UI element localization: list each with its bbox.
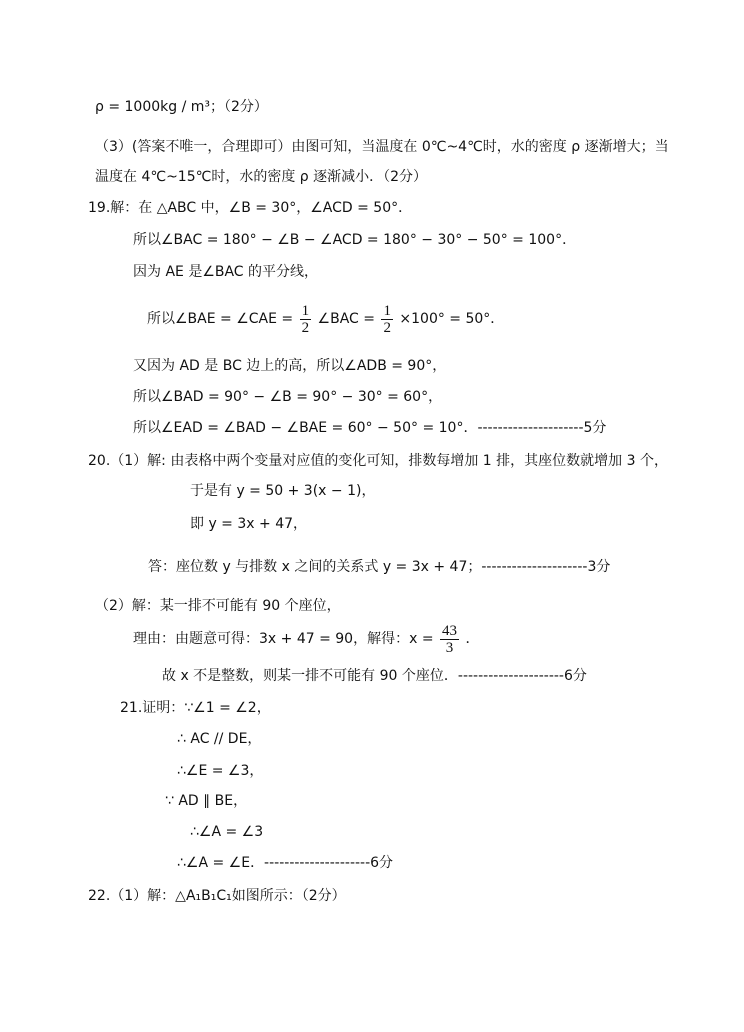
q21-header: 21.证明：∵∠1 = ∠2， [120,700,271,716]
q21-step-1: ∴ AC // DE， [177,731,262,747]
q19-step-ead: 所以∠EAD = ∠BAD − ∠BAE = 60° − 50° = 10°．---------------------5分 [133,420,607,436]
q19-step-bac: 所以∠BAC = 180° − ∠B − ∠ACD = 180° − 30° − 50° = 100°． [133,232,577,248]
density-result-line: ρ = 1000kg / m³；（2分） [95,99,268,115]
q19-step-adb: 又因为 AD 是 BC 边上的高，所以∠ADB = 90°， [133,358,447,374]
fraction-43-3 [440,623,459,656]
q20-equation-1: 于是有 y = 50 + 3(x − 1)， [190,483,376,499]
q20-equation-2: 即 y = 3x + 47， [190,516,308,532]
q20-part2-reason [133,622,479,658]
q21-step-4: ∴∠A = ∠3 [190,824,264,840]
q19-header: 19.解：在 △ABC 中，∠B = 30°，∠ACD = 50°． [88,200,413,216]
q19-bae-part2: ∠BAC = [317,311,375,327]
fraction-denominator: 2 [383,319,391,336]
fraction-numerator: 1 [383,302,391,319]
fraction-half-2 [381,303,393,336]
q21-step-2: ∴∠E = ∠3， [177,763,264,779]
q20-part1-answer: 答：座位数 y 与排数 x 之间的关系式 y = 3x + 47；---------------------3分 [148,559,611,575]
q19-step-bae [147,302,504,338]
fraction-denominator: 3 [445,639,454,656]
part3-answer-line1: （3）(答案不唯一，合理即可）由图可知，当温度在 0℃~4℃时，水的密度 ρ 逐渐增大；当 [95,139,669,155]
q21-step-5: ∴∠A = ∠E．---------------------6分 [177,855,394,871]
q19-step-bisector: 因为 AE 是∠BAC 的平分线， [133,264,319,280]
q19-bae-part3: ×100° = 50°． [399,311,505,327]
q20-reason-end: ． [465,631,480,647]
q19-bae-part1: 所以∠BAE = ∠CAE = [147,311,294,327]
q20-part2-header: （2）解：某一排不可能有 90 个座位， [95,598,341,614]
q20-part2-conclusion: 故 x 不是整数，则某一排不可能有 90 个座位．---------------------6分 [162,668,587,684]
fraction-numerator: 1 [301,302,310,319]
fraction-denominator: 2 [301,319,310,336]
fraction-half-1 [300,303,312,336]
q20-reason-text: 理由：由题意可得：3x + 47 = 90，解得：x = [133,631,434,647]
q20-part1-header: 20.（1）解: 由表格中两个变量对应值的变化可知，排数每增加 1 排，其座位数就增加 3 个， [88,453,668,469]
q22-part1-header: 22.（1）解：△A₁B₁C₁如图所示：（2分） [88,888,346,904]
fraction-numerator: 43 [442,622,458,639]
q19-step-bad: 所以∠BAD = 90° − ∠B = 90° − 30° = 60°， [133,389,443,405]
part3-answer-line2: 温度在 4℃~15℃时，水的密度 ρ 逐渐减小．（2分） [95,169,428,185]
q21-step-3: ∵ AD ∥ BE， [165,793,248,809]
